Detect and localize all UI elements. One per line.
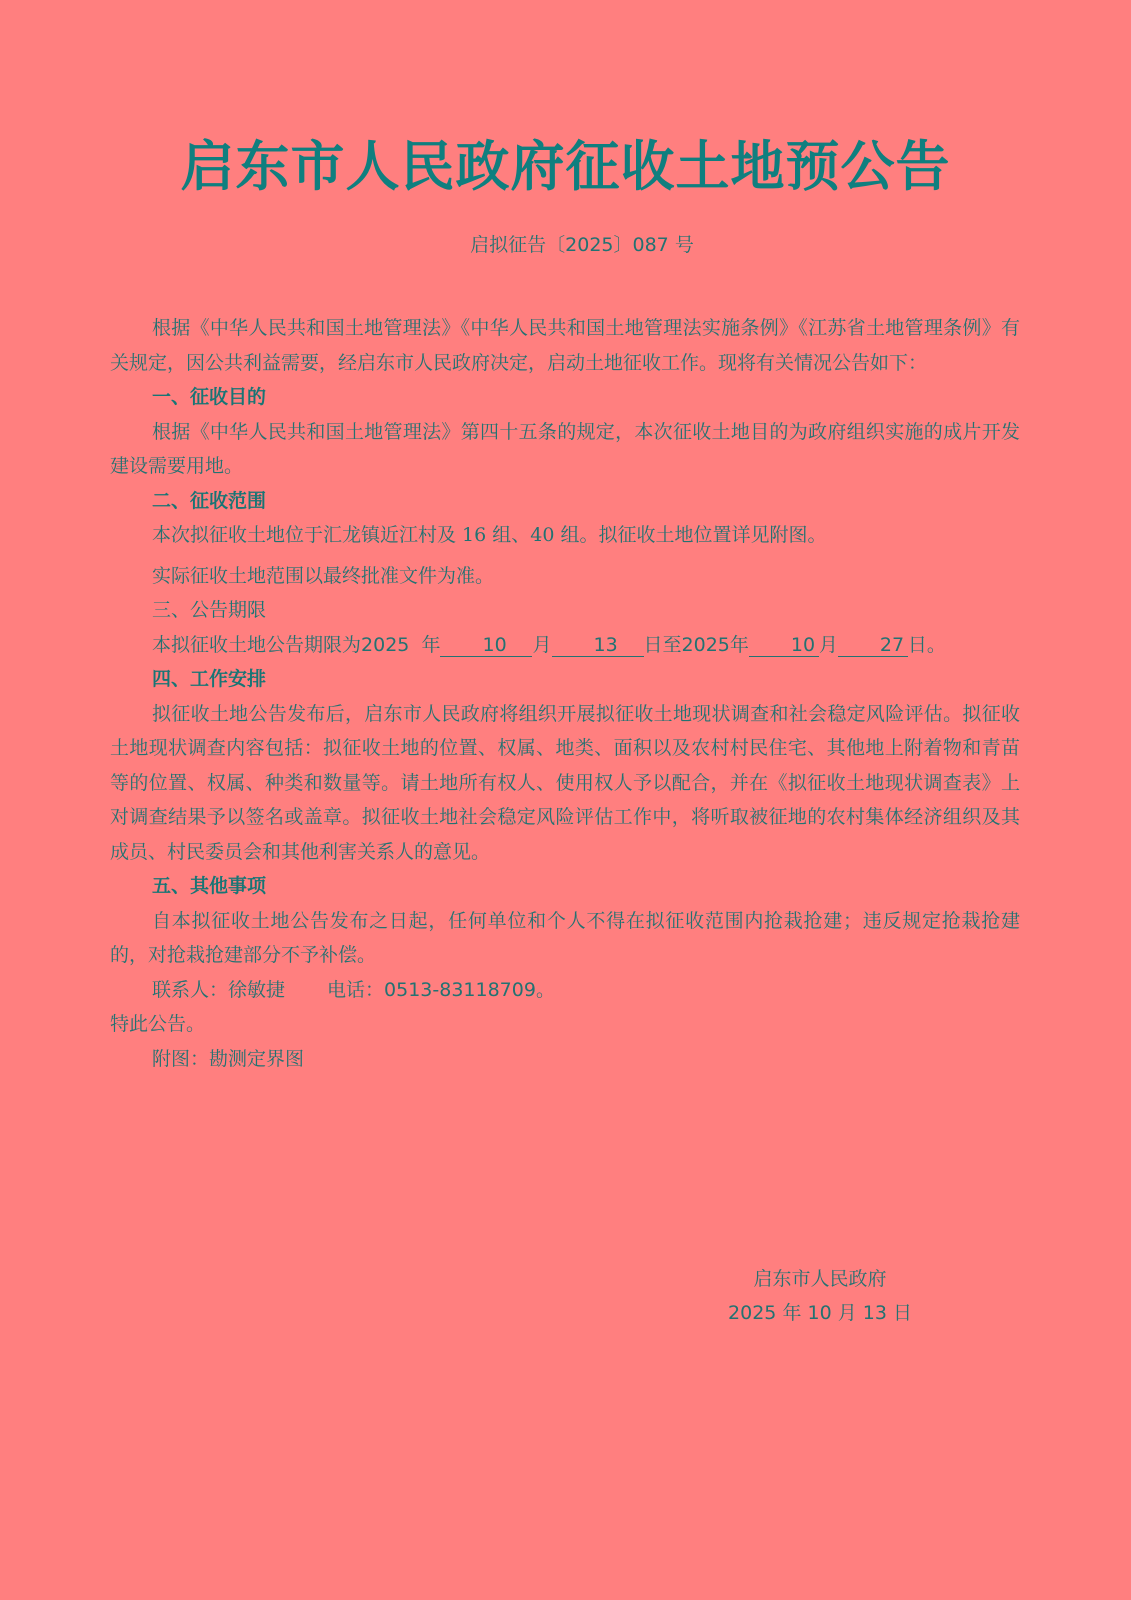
contact-phone: 0513-83118709。 <box>384 978 555 1001</box>
period-end-year-label: 年 <box>729 633 749 656</box>
period-end-month-label: 月 <box>818 633 838 656</box>
contact-phone-label: 电话： <box>327 978 385 1001</box>
section-paragraph-period <box>110 628 1020 663</box>
document-body <box>110 311 1020 1076</box>
section-heading-period: 三、公告期限 <box>152 599 267 621</box>
contact-line <box>110 973 1020 1008</box>
period-day-to-label: 日至 <box>643 633 682 656</box>
section-paragraph-purpose: 根据《中华人民共和国土地管理法》第四十五条的规定，本次征收土地目的为政府组织实施的成片开发建设需要用地。 <box>110 420 1020 477</box>
period-month-label: 月 <box>532 633 552 656</box>
contact-person: 联系人：徐敏捷 <box>152 978 286 1001</box>
period-start-year: 2025 <box>361 633 410 656</box>
section-heading-scope: 二、征收范围 <box>152 489 267 512</box>
period-start-month: 10 <box>440 634 532 657</box>
period-end-day: 27 <box>838 634 908 657</box>
issue-date: 2025 年 10 月 13 日 <box>728 1302 912 1324</box>
section-heading-purpose: 一、征收目的 <box>152 386 267 408</box>
section-paragraph-arrangements: 拟征收土地公告发布后，启东市人民政府将组织开展拟征收土地现状调查和社会稳定风险评估。拟征收土地现状调查内容包括：拟征收土地的位置、权属、地类、面积以及农村村民住宅、其他地上附着物和青苗等的位置、权属、种类和数量等。请土地所有权人、使用权人予以配合，并在《拟征收土地现状调查表》上对调查结果予以签名或盖章。拟征收土地社会稳定风险评估工作中，将听取被征地的农村集体经济组织及其成员、村民委员会和其他利害关系人的意见。 <box>110 702 1020 863</box>
issuer-name: 启东市人民政府 <box>753 1268 887 1290</box>
page-title: 启东市人民政府征收土地预公告 <box>180 134 951 198</box>
preamble-paragraph: 根据《中华人民共和国土地管理法》《中华人民共和国土地管理法实施条例》《江苏省土地管理条例》有关规定，因公共利益需要，经启东市人民政府决定，启动土地征收工作。现将有关情况公告如下： <box>110 317 1020 374</box>
section-heading-arrangements: 四、工作安排 <box>152 668 267 690</box>
document-number: 启拟征告〔2025〕087 号 <box>470 234 694 256</box>
period-prefix: 本拟征收土地公告期限为 <box>152 633 362 656</box>
period-day-end-label: 日。 <box>907 633 946 656</box>
section-paragraph-other: 自本拟征收土地公告发布之日起，任何单位和个人不得在拟征收范围内抢栽抢建；违反规定抢栽抢建的，对抢栽抢建部分不予补偿。 <box>110 909 1020 966</box>
attachment-note: 附图：勘测定界图 <box>152 1047 305 1070</box>
section-paragraph-scope-final: 实际征收土地范围以最终批准文件为准。 <box>152 564 495 587</box>
section-paragraph-scope-location: 本次拟征收土地位于汇龙镇近江村及 16 组、40 组。拟征收土地位置详见附图。 <box>152 524 827 546</box>
closing-statement: 特此公告。 <box>110 1013 206 1035</box>
period-start-day: 13 <box>552 634 644 657</box>
signature-block <box>690 1262 950 1330</box>
period-year-label: 年 <box>421 633 441 656</box>
period-end-month: 10 <box>749 634 819 657</box>
section-heading-other: 五、其他事项 <box>152 875 267 897</box>
period-end-year: 2025 <box>681 633 730 656</box>
